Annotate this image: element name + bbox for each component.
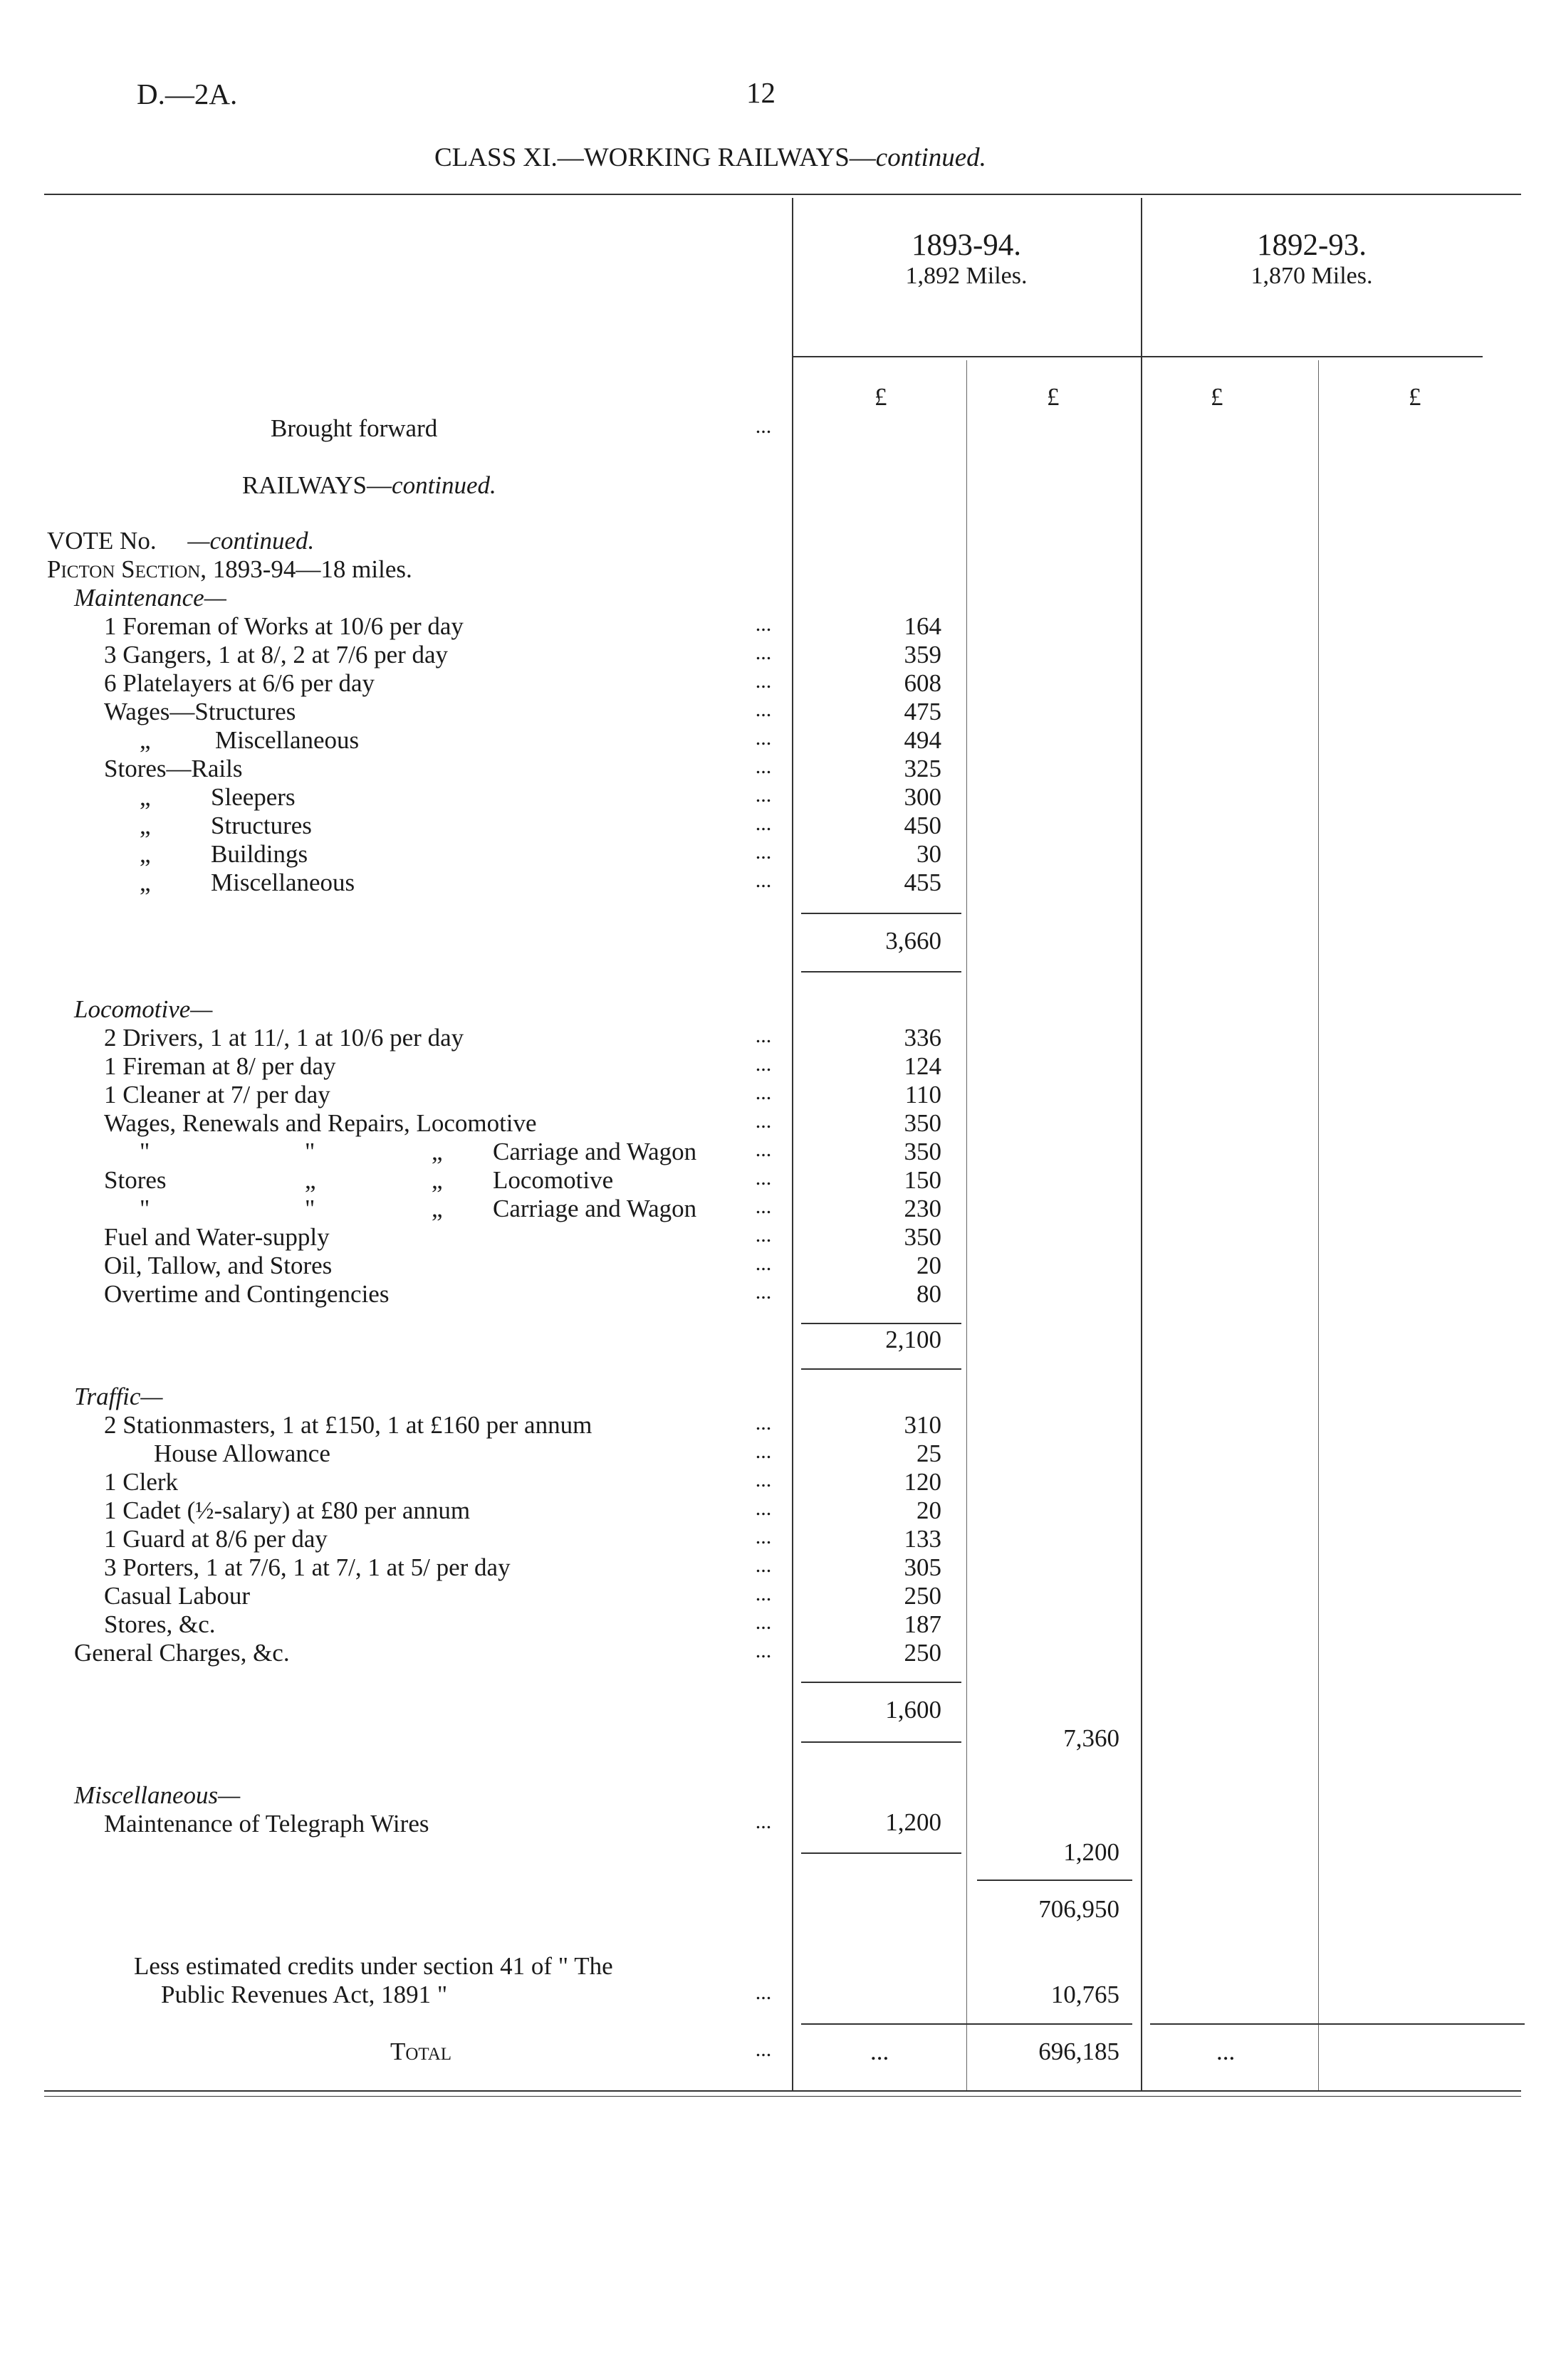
leader-dots: ... (755, 1981, 772, 2004)
pound-symbol-4: £ (1409, 383, 1421, 411)
maintenance-item-label: Stores—Rails (104, 755, 243, 782)
section-title-name: Picton Section (47, 555, 201, 583)
miscellaneous-item-label: Maintenance of Telegraph Wires (104, 1810, 429, 1838)
credits-amount: 10,765 (1050, 1981, 1119, 2008)
total-1892-col1: ... (1216, 2038, 1236, 2065)
document-reference: D.—2A. (137, 78, 238, 110)
traffic-item-label: Stores, &c. (104, 1610, 216, 1638)
miscellaneous-total: 1,200 (1063, 1838, 1119, 1866)
ditto-mark: „ (432, 1166, 443, 1194)
subtotal-rule (801, 913, 961, 914)
locomotive-item-label: 2 Drivers, 1 at 11/, 1 at 10/6 per day (104, 1024, 464, 1052)
ditto-mark: „ (305, 1166, 316, 1194)
locomotive-item-label: Carriage and Wagon (493, 1195, 697, 1222)
credits-line-2: Public Revenues Act, 1891 " (161, 1981, 448, 2008)
subtotal-rule (801, 1323, 961, 1324)
leader-dots: ... (755, 1280, 772, 1304)
locomotive-item-amount: 110 (904, 1081, 941, 1108)
ditto-mark: „ (140, 812, 151, 839)
maintenance-item-amount: 359 (904, 641, 941, 669)
leader-dots: ... (755, 1223, 772, 1247)
traffic-total: 1,600 (885, 1696, 941, 1724)
pound-symbol-2: £ (1047, 383, 1060, 411)
traffic-item-amount: 250 (904, 1639, 941, 1667)
locomotive-item-amount: 124 (904, 1052, 941, 1080)
col-divider-sub1 (966, 360, 967, 2092)
leader-dots: ... (755, 1610, 772, 1634)
locomotive-item-amount: 230 (904, 1195, 941, 1222)
locomotive-item-label: 1 Cleaner at 7/ per day (104, 1081, 330, 1108)
leader-dots: ... (755, 1810, 772, 1833)
year-1892-header (1141, 228, 1483, 290)
maintenance-item-amount: 494 (904, 726, 941, 754)
subtotal-rule (801, 1741, 961, 1743)
leader-dots: ... (755, 1166, 772, 1190)
grand-total: 706,950 (1038, 1895, 1119, 1923)
traffic-item-label: 1 Clerk (104, 1468, 179, 1496)
locomotive-item-amount: 350 (904, 1223, 941, 1251)
year-1893-header (792, 228, 1141, 290)
maintenance-item-amount: 325 (904, 755, 941, 782)
leader-dots: ... (755, 726, 772, 750)
leader-dots: ... (755, 1411, 772, 1435)
traffic-item-label: House Allowance (154, 1440, 330, 1467)
ditto-mark: " (305, 1138, 315, 1165)
col-divider-sub2 (1318, 360, 1319, 2092)
railways-heading-cont: continued. (392, 471, 496, 499)
total-rule (801, 2023, 1132, 2025)
column-header-rule-2 (1141, 356, 1483, 357)
section-title (47, 555, 412, 584)
locomotive-item-amount: 336 (904, 1024, 941, 1052)
traffic-item-amount: 25 (917, 1440, 941, 1467)
locomotive-item-amount: 150 (904, 1166, 941, 1194)
leader-dots: ... (755, 840, 772, 864)
locomotive-item-amount: 20 (917, 1252, 941, 1279)
leader-dots: ... (755, 1081, 772, 1104)
railways-heading-main: RAILWAYS— (242, 471, 392, 499)
year-1892-label: 1892-93. (1256, 229, 1367, 262)
vote-heading-cont: —continued. (187, 527, 315, 555)
leader-dots: ... (755, 641, 772, 664)
bottom-rule-thin (44, 2096, 1521, 2097)
leader-dots: ... (755, 1024, 772, 1047)
traffic-item-amount: 20 (917, 1496, 941, 1524)
total-rule (1150, 2023, 1525, 2025)
maintenance-item-label: Buildings (211, 840, 308, 868)
page-title-continued: continued. (875, 143, 986, 172)
ditto-mark: " (140, 1138, 150, 1165)
locomotive-item-label: Wages, Renewals and Repairs, Locomotive (104, 1109, 537, 1137)
vote-heading (47, 527, 314, 555)
vote-heading-main: VOTE No. (47, 527, 157, 555)
leader-dots: ... (755, 1052, 772, 1076)
maintenance-item-amount: 450 (904, 812, 941, 839)
leader-dots: ... (755, 414, 772, 438)
traffic-item-label: 1 Cadet (½-salary) at £80 per annum (104, 1496, 471, 1524)
ditto-mark: „ (140, 869, 151, 896)
leader-dots: ... (755, 669, 772, 693)
locomotive-item-label: Overtime and Contingencies (104, 1280, 390, 1308)
maintenance-item-label: 1 Foreman of Works at 10/6 per day (104, 612, 464, 640)
credits-line-1: Less estimated credits under section 41 of " The (134, 1952, 613, 1980)
maintenance-item-label: Miscellaneous (211, 869, 355, 896)
leader-dots: ... (755, 1639, 772, 1662)
leader-dots: ... (755, 1582, 772, 1605)
section-title-rest: , 1893-94—18 miles. (200, 555, 412, 583)
locomotive-item-label: Locomotive (493, 1166, 614, 1194)
ditto-mark: „ (432, 1195, 443, 1222)
railways-heading (242, 471, 496, 500)
maintenance-item-amount: 300 (904, 783, 941, 811)
traffic-item-amount: 187 (904, 1610, 941, 1638)
traffic-item-amount: 133 (904, 1525, 941, 1553)
ditto-mark: „ (140, 726, 151, 754)
bottom-rule (44, 2090, 1521, 2092)
subtotal-rule (801, 1852, 961, 1854)
locomotive-item-label: Carriage and Wagon (493, 1138, 697, 1165)
total-1893-col2: 696,185 (1038, 2038, 1119, 2065)
total-1893-col1: ... (870, 2038, 889, 2065)
column-header-rule-1 (792, 356, 1141, 357)
leader-dots: ... (755, 698, 772, 721)
traffic-heading: Traffic— (74, 1383, 163, 1410)
leader-dots: ... (755, 1496, 772, 1520)
maintenance-item-label: 3 Gangers, 1 at 8/, 2 at 7/6 per day (104, 641, 449, 669)
maintenance-heading: Maintenance— (74, 584, 226, 612)
leader-dots: ... (755, 1195, 772, 1218)
ditto-mark: " (305, 1195, 315, 1222)
leader-dots: ... (755, 1252, 772, 1275)
traffic-item-amount: 305 (904, 1553, 941, 1581)
maintenance-item-label: Sleepers (211, 783, 296, 811)
year-1893-miles: 1,892 Miles. (905, 263, 1028, 289)
pound-symbol-3: £ (1211, 383, 1223, 411)
top-rule (44, 194, 1521, 195)
locomotive-item-amount: 80 (917, 1280, 941, 1308)
year-1892-miles: 1,870 Miles. (1250, 263, 1373, 289)
locomotive-item-amount: 350 (904, 1138, 941, 1165)
pound-symbol-1: £ (874, 383, 887, 411)
subtotal-rule (977, 1880, 1132, 1881)
traffic-item-label: 1 Guard at 8/6 per day (104, 1525, 328, 1553)
leader-dots: ... (755, 783, 772, 807)
locomotive-item-label: 1 Fireman at 8/ per day (104, 1052, 336, 1080)
maintenance-item-amount: 608 (904, 669, 941, 697)
stores-label: Stores (104, 1166, 167, 1194)
subtotal-rule (801, 1368, 961, 1370)
leader-dots: ... (755, 1553, 772, 1577)
leader-dots: ... (755, 1109, 772, 1133)
leader-dots: ... (755, 869, 772, 892)
traffic-item-label: 2 Stationmasters, 1 at £150, 1 at £160 per annum (104, 1411, 592, 1439)
locomotive-item-label: Oil, Tallow, and Stores (104, 1252, 333, 1279)
leader-dots: ... (755, 812, 772, 835)
ditto-mark: „ (140, 840, 151, 868)
subtotal-rule (801, 971, 961, 973)
traffic-item-amount: 120 (904, 1468, 941, 1496)
ditto-mark: " (140, 1195, 150, 1222)
subtotal-rule (801, 1682, 961, 1683)
maintenance-total: 3,660 (885, 927, 941, 955)
miscellaneous-item-amount: 1,200 (885, 1808, 941, 1836)
miscellaneous-heading: Miscellaneous— (74, 1781, 241, 1809)
leader-dots: ... (755, 1138, 772, 1161)
brought-forward-label: Brought forward (271, 414, 438, 442)
leader-dots: ... (755, 2038, 772, 2061)
traffic-item-label: General Charges, &c. (74, 1639, 290, 1667)
locomotive-total: 2,100 (885, 1326, 941, 1353)
maintenance-item-amount: 164 (904, 612, 941, 640)
maintenance-item-amount: 30 (917, 840, 941, 868)
total-label: Total (390, 2038, 452, 2065)
traffic-item-amount: 250 (904, 1582, 941, 1610)
maintenance-item-label: Structures (211, 812, 312, 839)
maintenance-item-amount: 455 (904, 869, 941, 896)
locomotive-item-amount: 350 (904, 1109, 941, 1137)
maintenance-item-amount: 475 (904, 698, 941, 725)
leader-dots: ... (755, 1440, 772, 1463)
leader-dots: ... (755, 612, 772, 636)
page-number: 12 (746, 76, 776, 109)
locomotive-heading: Locomotive— (74, 995, 213, 1023)
railway-expenses-total: 7,360 (1063, 1724, 1119, 1752)
year-1893-label: 1893-94. (911, 229, 1022, 262)
col-divider-mid (1141, 198, 1142, 2092)
maintenance-item-label: 6 Platelayers at 6/6 per day (104, 669, 375, 697)
page-title (434, 142, 986, 173)
maintenance-item-label: Miscellaneous (215, 726, 360, 754)
traffic-item-amount: 310 (904, 1411, 941, 1439)
ditto-mark: „ (432, 1138, 443, 1165)
leader-dots: ... (755, 1468, 772, 1492)
page-title-main: CLASS XI.—WORKING RAILWAYS— (434, 143, 876, 172)
traffic-item-label: Casual Labour (104, 1582, 251, 1610)
leader-dots: ... (755, 755, 772, 778)
ditto-mark: „ (140, 783, 151, 811)
maintenance-item-label: Wages—Structures (104, 698, 296, 725)
locomotive-item-label: Fuel and Water-supply (104, 1223, 330, 1251)
traffic-item-label: 3 Porters, 1 at 7/6, 1 at 7/, 1 at 5/ per day (104, 1553, 511, 1581)
leader-dots: ... (755, 1525, 772, 1548)
